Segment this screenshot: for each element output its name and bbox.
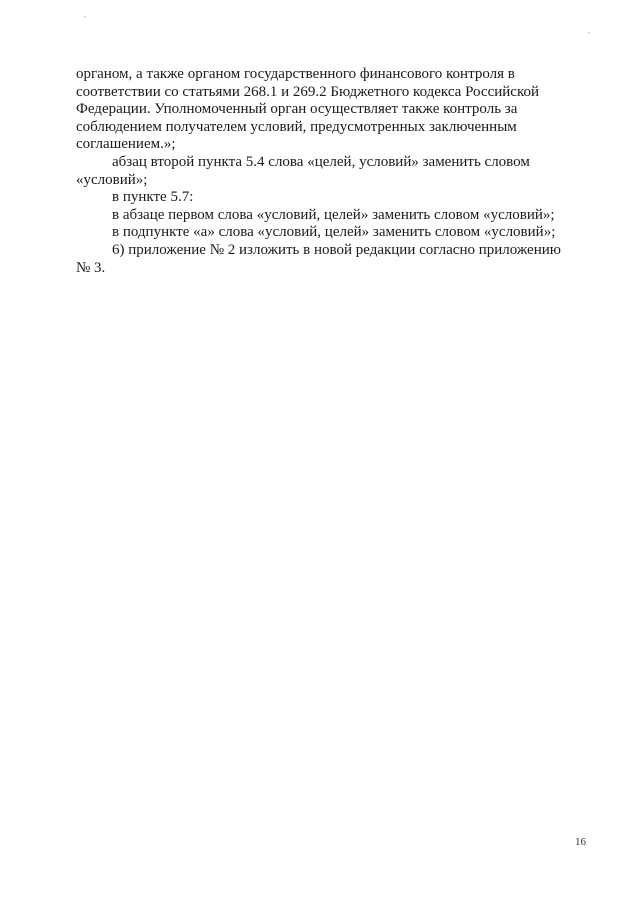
paragraph-1-line-1: органом, а также органом государственного финансового контроля в — [76, 66, 515, 82]
paragraph-6-line-2: № 3. — [76, 259, 106, 276]
paragraph-1-line-3: Федерации. Уполномоченный орган осуществляет также контроль за — [76, 101, 518, 118]
paragraph-1-line-5: соглашением.»; — [76, 136, 176, 153]
scan-speck — [84, 16, 86, 18]
paragraph-1-line-4: соблюдением получателем условий, предусмотренных заключенным — [76, 118, 517, 135]
paragraph-1 — [76, 66, 586, 154]
paragraph-2-line-2: «условий»; — [76, 171, 148, 188]
paragraph-3 — [76, 189, 586, 207]
paragraph-2 — [76, 154, 586, 189]
paragraph-6-line-1: 6) приложение № 2 изложить в новой редакции согласно приложению — [112, 241, 561, 258]
paragraph-5-line-1: в подпункте «а» слова «условий, целей» заменить словом «условий»; — [112, 224, 556, 241]
paragraph-2-line-1: абзац второй пункта 5.4 слова «целей, условий» заменить словом — [112, 153, 530, 170]
paragraph-5 — [76, 224, 586, 242]
paragraph-3-line-1: в пункте 5.7: — [112, 189, 194, 206]
page-number: 16 — [575, 836, 586, 848]
paragraph-4 — [76, 207, 586, 225]
paragraph-6 — [76, 242, 586, 277]
body-text — [76, 66, 586, 277]
scan-speck — [588, 32, 590, 34]
paragraph-1-line-2: соответствии со статьями 268.1 и 269.2 Бюджетного кодекса Российской — [76, 83, 540, 100]
paragraph-4-line-1: в абзаце первом слова «условий, целей» заменить словом «условий»; — [112, 206, 555, 223]
